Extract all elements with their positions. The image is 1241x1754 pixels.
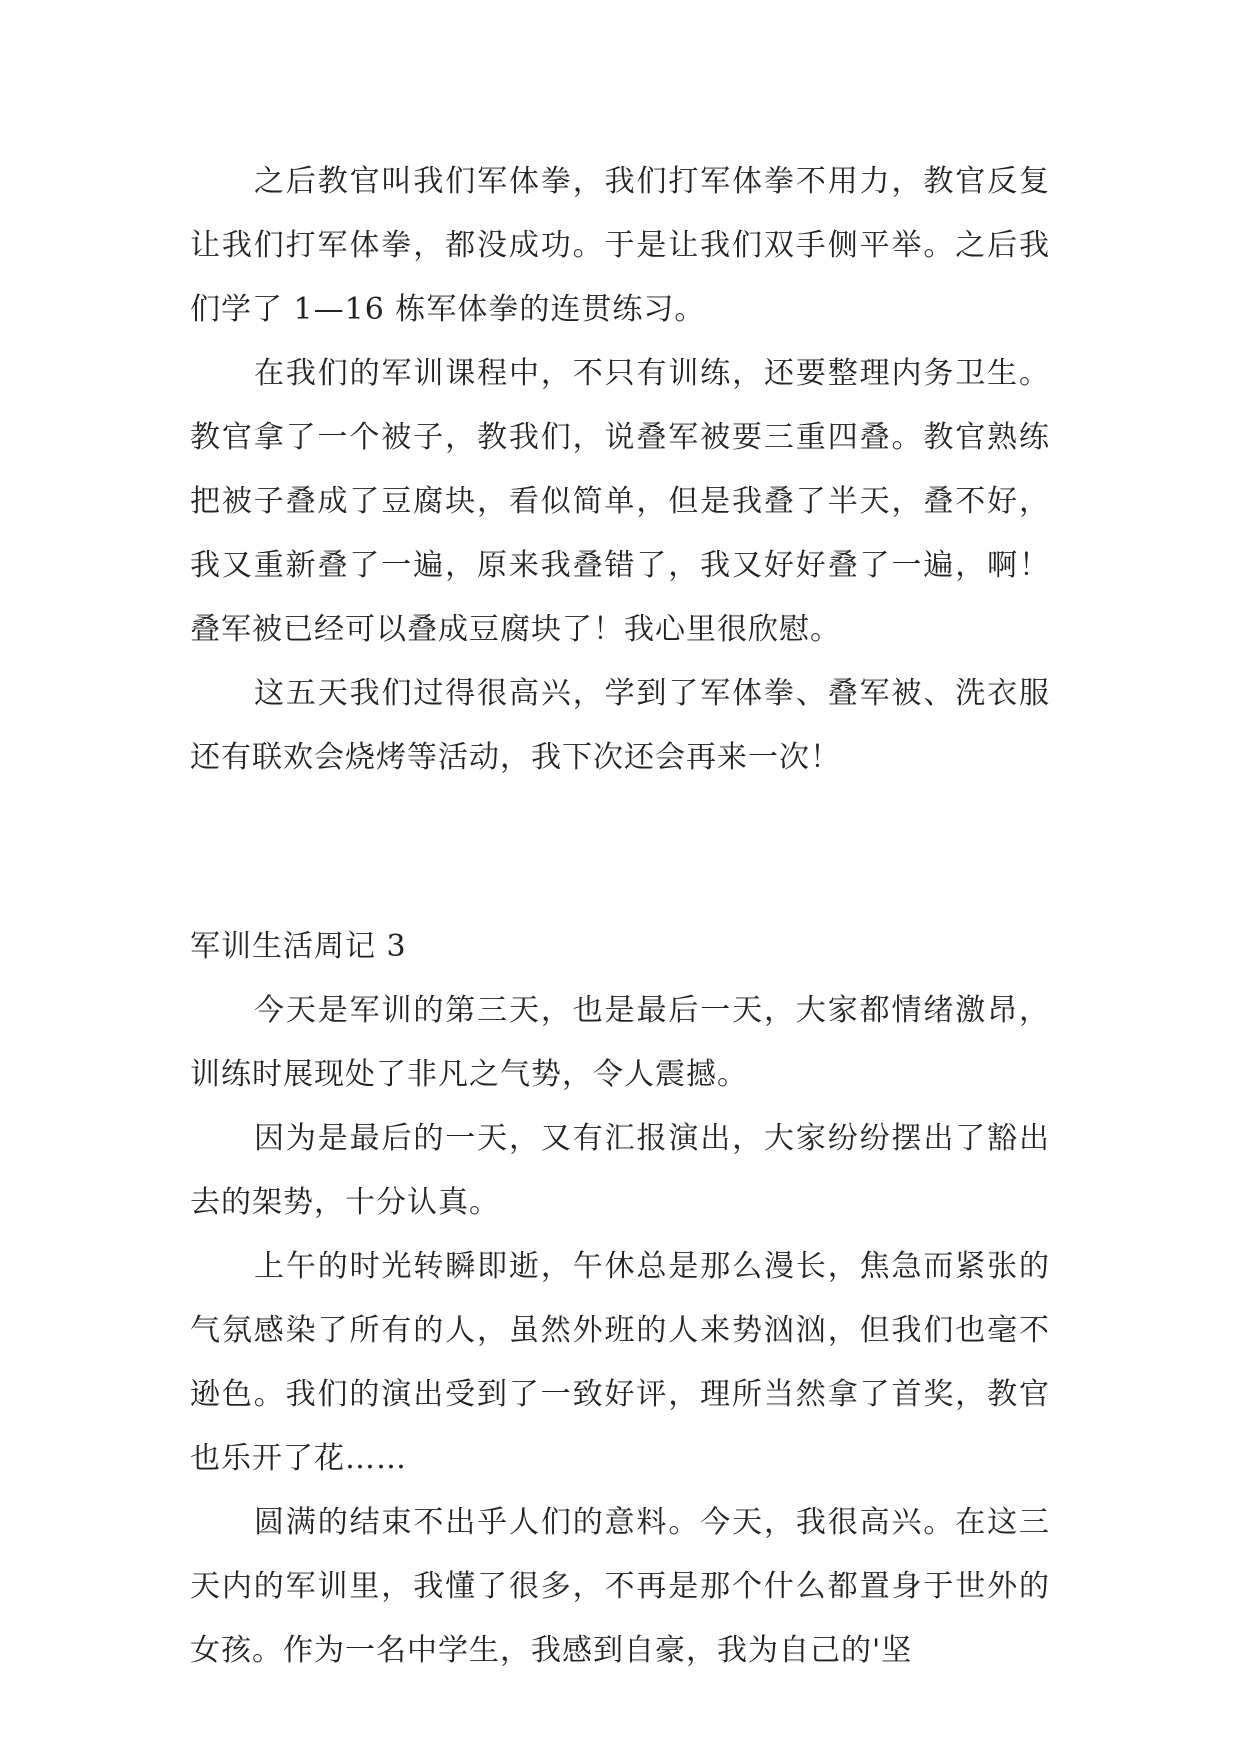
paragraph: 之后教官叫我们军体拳，我们打军体拳不用力，教官反复让我们打军体拳，都没成功。于是让我们双手侧平举。之后我们学了 1—16 栋军体拳的连贯练习。	[190, 164, 1050, 327]
document-body	[190, 150, 1050, 1683]
paragraph: 这五天我们过得很高兴，学到了军体拳、叠军被、洗衣服还有联欢会烧烤等活动，我下次还会再来一次！	[190, 676, 1050, 775]
section-spacer	[190, 790, 1050, 915]
section-title: 军训生活周记 3	[190, 929, 407, 964]
paragraph: 因为是最后的一天，又有汇报演出，大家纷纷摆出了豁出去的架势，十分认真。	[190, 1121, 1050, 1220]
paragraph: 今天是军训的第三天，也是最后一天，大家都情绪激昂，训练时展现处了非凡之气势，令人震撼。	[190, 993, 1050, 1092]
paragraph: 在我们的军训课程中，不只有训练，还要整理内务卫生。教官拿了一个被子，教我们，说叠军被要三重四叠。教官熟练把被子叠成了豆腐块，看似简单，但是我叠了半天，叠不好，我又重新叠了一遍，原来我叠错了，我又好好叠了一遍，啊！叠军被已经可以叠成豆腐块了！我心里很欣慰。	[190, 356, 1050, 647]
paragraph: 上午的时光转瞬即逝，午休总是那么漫长，焦急而紧张的气氛感染了所有的人，虽然外班的人来势汹汹，但我们也毫不逊色。我们的演出受到了一致好评，理所当然拿了首奖，教官也乐开了花……	[190, 1249, 1050, 1476]
paragraph: 圆满的结束不出乎人们的意料。今天，我很高兴。在这三天内的军训里，我懂了很多，不再是那个什么都置身于世外的女孩。作为一名中学生，我感到自豪，我为自己的'坚	[190, 1505, 1050, 1668]
